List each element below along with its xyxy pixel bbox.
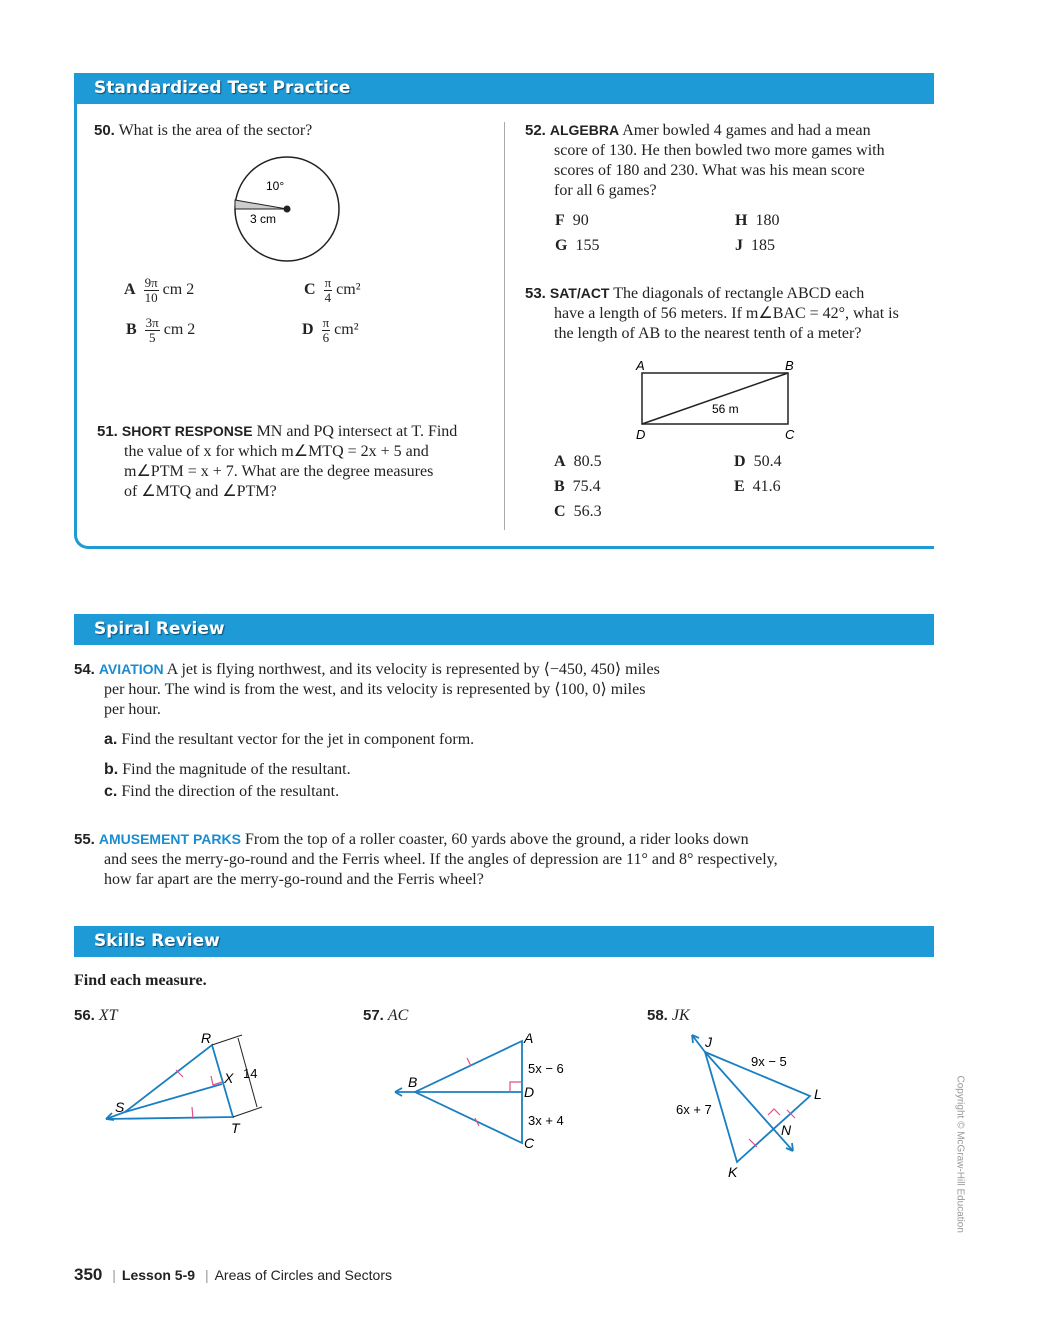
spiral-q54-parts-0-text: Find the resultant vector for the jet in component form. <box>121 731 475 748</box>
stp-q50-options-3-num: π <box>322 315 330 330</box>
stp-q50-options-1-letter: B <box>126 321 137 339</box>
q50-option-c[interactable] <box>304 276 360 305</box>
segment-jl: 9x − 5 <box>751 1054 787 1069</box>
q51 <box>97 421 497 502</box>
rectangle-figure <box>630 356 805 446</box>
q53-option-c[interactable] <box>554 502 734 522</box>
stp-header: Standardized Test Practice <box>74 73 934 104</box>
stp-q51-lines-0: MN and PQ intersect at T. Find <box>256 423 458 440</box>
segment-jk: 6x + 7 <box>676 1102 712 1117</box>
stp-q50-options-3-den: 6 <box>322 330 330 345</box>
spiral-q55-lines-0: From the top of a roller coaster, 60 yards above the ground, a rider looks down <box>244 831 749 848</box>
q52 <box>525 120 925 256</box>
stp-q53-options-3-letter: D <box>734 453 746 470</box>
stp-q50-options-0-den: 10 <box>144 290 158 305</box>
q52-option-h[interactable] <box>735 211 915 231</box>
lesson-title: Areas of Circles and Sectors <box>214 1267 392 1283</box>
stp-q50-options-2-num: π <box>324 275 332 290</box>
stp-q52-lines-3: for all 6 games? <box>554 182 657 199</box>
copyright: Copyright © McGraw-Hill Education <box>954 1075 966 1233</box>
stp-q52-options-3-value: 185 <box>751 237 775 254</box>
stp-q50-options-1-num: 3π <box>145 315 159 330</box>
skills-q57-num: 57. <box>363 1007 384 1024</box>
spiral-q54-tag: AVIATION <box>98 661 164 677</box>
spiral-q54-lines-1: per hour. The wind is from the west, and its velocity is represented by ⟨100, 0⟩ miles <box>104 681 646 698</box>
stp-q52-options-3-letter: J <box>735 237 743 254</box>
q53-options <box>525 452 925 522</box>
spiral-q54-parts-1-text: Find the magnitude of the resultant. <box>122 761 351 778</box>
skills-q56-num: 56. <box>74 1007 95 1024</box>
figure-56 <box>106 1045 233 1120</box>
length-14: 14 <box>243 1066 258 1081</box>
point-s: S <box>115 1099 125 1115</box>
skills-q57-label: AC <box>387 1007 409 1024</box>
stp-q52-options-2-value: 180 <box>755 212 780 229</box>
stp-q52-lines-0: Amer bowled 4 games and had a mean <box>622 122 871 139</box>
spiral-q54-num: 54. <box>74 661 95 678</box>
stp-q52-lines-1: score of 130. He then bowled two more games with <box>554 142 885 159</box>
segment-dc: 3x + 4 <box>528 1113 564 1128</box>
center-point <box>284 206 291 213</box>
stp-q53-lines-0: The diagonals of rectangle ABCD each <box>613 285 865 302</box>
skills-q58-num: 58. <box>647 1007 668 1024</box>
sector <box>235 200 287 209</box>
spiral-header: Spiral Review <box>74 614 934 645</box>
stp-q50-options-3-unit: cm² <box>334 321 359 339</box>
q50 <box>94 121 312 141</box>
stp-q53-options-4-letter: E <box>734 478 745 495</box>
stp-q50-options-0-unit: cm 2 <box>162 281 195 299</box>
q52-option-j[interactable] <box>735 236 915 256</box>
vertex-c: C <box>785 427 795 442</box>
radius-label: 3 cm <box>250 212 277 226</box>
stp-q51-num: 51. <box>97 423 118 440</box>
segment-ad: 5x − 6 <box>528 1061 564 1076</box>
q52-options <box>525 211 925 256</box>
vertex-d: D <box>636 427 646 442</box>
spiral-q54-parts-2-letter: c. <box>104 783 118 800</box>
stp-q53-tag: SAT/ACT <box>549 285 610 301</box>
point-k: K <box>728 1164 738 1180</box>
point-a: A <box>524 1030 534 1046</box>
column-divider <box>504 122 505 530</box>
skills-q58-label: JK <box>671 1007 690 1024</box>
stp-q52-num: 52. <box>525 122 546 139</box>
diagonal <box>642 373 788 424</box>
q55 <box>74 829 934 890</box>
spiral-q54-parts-2-text: Find the direction of the resultant. <box>121 783 340 800</box>
stp-q51-lines-3: of ∠MTQ and ∠PTM? <box>124 483 277 500</box>
stp-q53-options-3-value: 50.4 <box>753 453 782 470</box>
point-j: J <box>705 1034 712 1050</box>
stp-q53-options-4-value: 41.6 <box>752 478 781 495</box>
stp-q50-options-1-unit: cm 2 <box>163 321 196 339</box>
point-d: D <box>524 1084 535 1100</box>
stp-q52-options-2-letter: H <box>735 212 748 229</box>
vertex-b: B <box>785 358 794 373</box>
spiral-q55-lines-2: how far apart are the merry-go-round and the Ferris wheel? <box>104 871 484 888</box>
q50-number: 50. <box>94 122 115 139</box>
stp-q50-options-2-den: 4 <box>324 290 332 305</box>
q53-option-a[interactable] <box>554 452 734 472</box>
q54 <box>74 659 874 802</box>
stp-q53-num: 53. <box>525 285 546 302</box>
q53-option-e[interactable] <box>734 477 914 497</box>
stp-q51-tag: SHORT RESPONSE <box>121 423 253 439</box>
point-x: X <box>224 1070 234 1086</box>
stp-q50-options-1-den: 5 <box>148 330 156 345</box>
spiral-q55-tag: AMUSEMENT PARKS <box>98 831 241 847</box>
stp-q53-options-0-value: 80.5 <box>573 453 602 470</box>
point-b: B <box>408 1074 418 1090</box>
spiral-q55-lines-1: and sees the merry-go-round and the Ferris wheel. If the angles of depression are 11° and 8° respectively, <box>104 851 778 868</box>
point-t: T <box>231 1120 240 1136</box>
stp-q53-lines-1: have a length of 56 meters. If m∠BAC = 42°, what is <box>554 305 899 322</box>
q50-option-a[interactable] <box>124 276 194 305</box>
spiral-q55-num: 55. <box>74 831 95 848</box>
skills-q56-label: XT <box>98 1007 118 1024</box>
stp-q51-lines-2: m∠PTM = x + 7. What are the degree measures <box>124 463 434 480</box>
q50-option-d[interactable] <box>302 316 358 345</box>
footer <box>74 1265 392 1285</box>
point-n: N <box>781 1122 792 1138</box>
stp-q53-options-0-letter: A <box>554 453 566 470</box>
angle-label: 10° <box>266 179 285 193</box>
skills-figures <box>0 1020 1048 1190</box>
skills-header: Skills Review <box>74 926 934 957</box>
stp-q53-options-1-value: 75.4 <box>572 478 601 495</box>
stp-q53-options-1-letter: B <box>554 478 565 495</box>
point-c: C <box>524 1135 535 1151</box>
stp-q50-options-2-unit: cm² <box>336 281 361 299</box>
stp-q52-options-1-value: 155 <box>575 237 600 254</box>
stp-q52-lines-2: scores of 180 and 230. What was his mean score <box>554 162 865 179</box>
page-number: 350 <box>74 1265 103 1284</box>
diagonal-length: 56 m <box>712 402 739 416</box>
spiral-q54-parts-0-letter: a. <box>104 731 118 748</box>
stp-q50-options-2-letter: C <box>304 281 316 299</box>
spiral-q54-parts-1-letter: b. <box>104 761 119 778</box>
q52-option-f[interactable] <box>555 211 735 231</box>
stp-q53-lines-2: the length of AB to the nearest tenth of a meter? <box>554 325 862 342</box>
q53-option-d[interactable] <box>734 452 914 472</box>
q52-option-g[interactable] <box>555 236 735 256</box>
point-l: L <box>814 1086 822 1102</box>
q50-option-b[interactable] <box>126 316 195 345</box>
stp-q52-tag: ALGEBRA <box>549 122 620 138</box>
stp-q52-options-0-value: 90 <box>572 212 589 229</box>
spiral-q54-lines-0: A jet is flying northwest, and its velocity is represented by ⟨−450, 450⟩ miles <box>166 661 660 678</box>
stp-q50-options-0-letter: A <box>124 281 136 299</box>
figure-57 <box>395 1041 522 1143</box>
stp-q52-options-1-letter: G <box>555 237 568 254</box>
stp-q50-options-0-num: 9π <box>144 275 158 290</box>
stp-q51-lines-1: the value of x for which m∠MTQ = 2x + 5 and <box>124 443 429 460</box>
q53-option-b[interactable] <box>554 477 734 497</box>
instruction: Find each measure. <box>74 972 207 989</box>
q53 <box>525 283 925 522</box>
sector-figure <box>230 152 345 267</box>
vertex-a: A <box>636 358 645 373</box>
point-r: R <box>201 1030 212 1046</box>
stp-q50-options-3-letter: D <box>302 321 314 339</box>
stp-q53-options-2-value: 56.3 <box>573 503 602 520</box>
separator: | <box>204 1267 209 1283</box>
separator: | <box>112 1267 116 1283</box>
spiral-q54-lines-2: per hour. <box>104 701 161 718</box>
stp-q52-options-0-letter: F <box>555 212 565 229</box>
q50-text: What is the area of the sector? <box>118 122 313 139</box>
lesson-label: Lesson 5-9 <box>121 1267 196 1283</box>
stp-q53-options-2-letter: C <box>554 503 566 520</box>
